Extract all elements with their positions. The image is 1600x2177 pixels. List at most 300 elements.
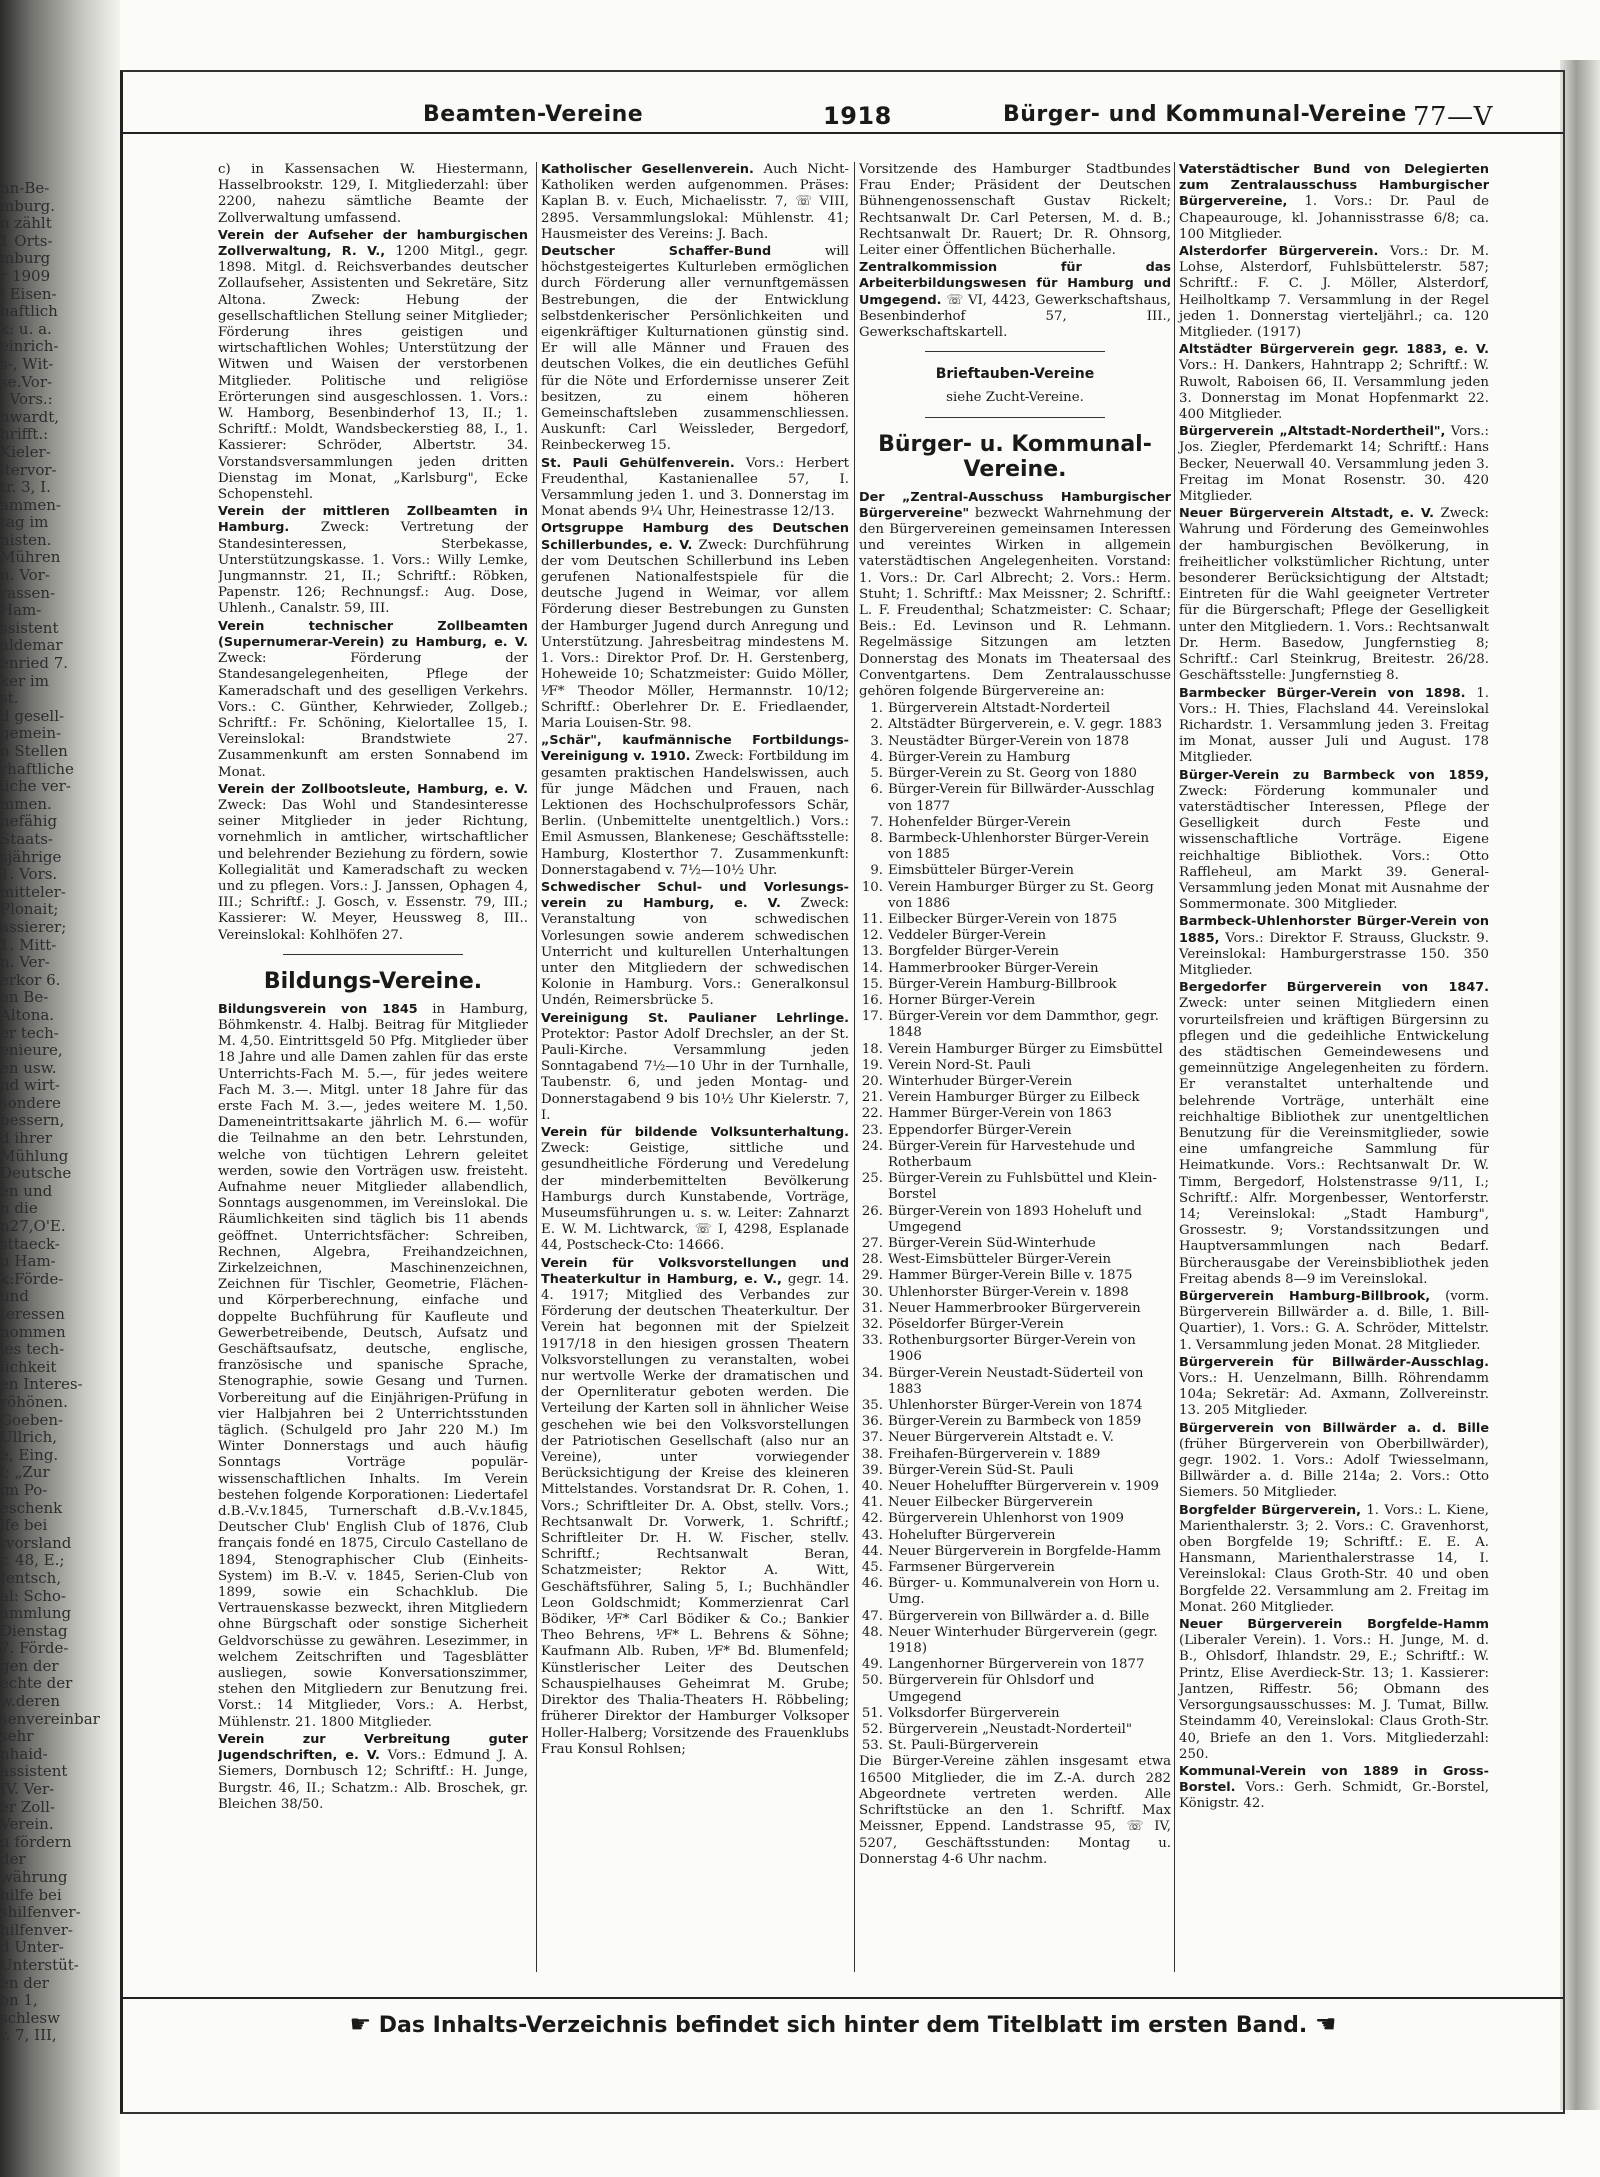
fragment-line: n zählt [0,215,52,233]
list-number: 37. [861,1430,883,1446]
entry-title: Neuer Bürgerverein Altstadt, e. V. [1179,506,1434,522]
list-number: 36. [861,1414,883,1430]
list-number: 38. [861,1446,883,1462]
divider [283,954,463,955]
entry-title: Vereinigung St. Paulianer Lehrlinge. [541,1010,849,1026]
col3-outro: Die Bürger-Vereine zählen insgesamt etwa 16500 Mitglieder, die im Z.-A. durch 282 Abgeordnete vertreten werden. Alle Schriftstücke an den 1. Schriftf. Max Meissner, Eppend. Landstrasse 95, ☏ IV, 5207, Geschäftsstunden: Montag u. Donnerstag 4-6 Uhr nachm. [859,1754,1171,1867]
column-1 [218,162,528,1972]
header-year: 1918 [823,102,892,130]
list-text: Altstädter Bürgerverein, e. V. gegr. 1883 [888,717,1163,733]
column-3 [854,162,1171,1972]
list-number: 34. [861,1365,883,1381]
fragment-line: ker im [0,672,49,690]
entry-title: Vaterstädtischer Bund von Delegierten zum Zentralausschuss Hamburgischer Bürgervereine, [1179,162,1489,210]
previous-page-fragment [0,180,110,2050]
entry [541,162,849,243]
fragment-line: bessern, [0,1112,65,1130]
fragment-line: . Vors.: [0,391,53,409]
fragment-line: u fördern [0,1833,72,1851]
entry [1179,980,1489,1288]
entry-title: Alsterdorfer Bürgerverein. [1179,244,1379,260]
entry-text: Zweck: Vertretung der Standesinteressen, Sterbekasse, Unterstützungskasse. 1. Vors.: Willy Lemke, Jungmannstr. 21, II.; Schriftf.: Röbken, Papenstr. 126; Rechnungsf.: Aug. Dose, Uhlenh., Canalstr. 59, III. [218,520,528,617]
list-number: 46. [861,1576,883,1592]
entry-text: Zweck: Durchführung der vom Deutschen Schillerbund ins Leben gerufenen Nationalfestspiele für die deutsche Jugend in Weimar, vor allem Förderung dieser Bestrebungen zu Gunsten der Hamburger Jugend durch Anregung und Unterstützung. Jahresbeitrag mindestens M. 1. Vors.: Direktor Prof. Dr. H. Gerstenberg, Hoheweide 10; Schatzmeister: Guido Möller, ⅟F* Theodor Möller, Hermannstr. 10/12; Schriftf.: Oberlehrer Dr. E. Friedlaender, Maria Louisen-Str. 98. [541,537,849,731]
list-item [859,977,1171,993]
list-text: Bürgerverein „Neustadt-Norderteil" [888,1722,1133,1738]
list-text: Bürger-Verein Hamburg-Billbrook [888,976,1117,992]
list-text: Verein Nord-St. Pauli [888,1057,1031,1073]
fragment-line: se.Vor- [0,373,53,391]
entry-title: Bildungsverein von 1845 [218,1001,418,1017]
list-text: Neuer Bürgerverein Altstadt e. V. [888,1430,1114,1446]
list-number: 8. [870,830,883,846]
list-number: 27. [861,1235,883,1251]
list-number: 30. [861,1284,883,1300]
list-text: Uhlenhorster Bürger-Verein v. 1898 [888,1284,1129,1300]
fragment-line: Goeben- [0,1411,64,1429]
entry-text: Zweck: Wahrung und Förderung des Gemeinwohles der hamburgischen Bevölkerung, in freiheitlicher volkstümlicher Richtung, unter besonderer Berücksichtigung der Altstadt; Eintreten für die Wahl geeigneter Vertreter für die Bürgerschaft; Pflege der Geselligkeit unter den Mitgliedern. 1. Vors.: Rechtsanwalt Dr. Herm. Basedow, Jungfernstieg 8; Schriftf.: Carl Steinkrug, Breitestr. 26/28. Geschäftsstelle: Jungfernstieg 8. [1179,506,1489,684]
entry-title: Altstädter Bürgerverein gegr. 1883, e. V. [1179,342,1489,358]
list-text: Verein Hamburger Bürger zu St. Georg von 1886 [888,879,1154,911]
fragment-line: schlesw [0,2009,60,2027]
fragment-line: en usw. [0,1059,57,1077]
entry [218,782,528,944]
fragment-line: l; „Zur [0,1464,50,1482]
list-number: 28. [861,1252,883,1268]
list-number: 19. [861,1057,883,1073]
fragment-line: Mühren [0,549,61,567]
list-number: 6. [870,782,883,798]
fragment-line: 1. Vors. [0,866,58,884]
list-text: Eppendorfer Bürger-Verein [888,1122,1072,1138]
list-text: Volksdorfer Bürgerverein [888,1705,1060,1721]
fragment-line: nommen [0,1323,66,1341]
list-item [859,1414,1171,1430]
entry-text: c) in Kassensachen W. Hiestermann, Hasselbrookstr. 129, I. Mitgliederzahl: über 2200, nahezu sämtliche Beamte der Zollverwaltung umfassend. [218,162,528,226]
entry-title: Barmbeck-Uhlenhorster Bürger-Verein von 1885, [1179,914,1489,946]
fragment-line: itervor- [0,461,57,479]
fragment-line: k:Förde- [0,1270,64,1288]
list-item [859,1398,1171,1414]
fragment-line: Altona. [0,1006,55,1024]
list-item [859,1074,1171,1090]
fragment-line: d Unter- [0,1939,64,1957]
entry-text: (vorm. Bürgerverein Billwärder a. d. Bille, 1. Bill-Quartier), 1. Vors.: G. A. Schröder, Mittelstr. 1. Versammlung jeden Monat. 28 Mitglieder. [1179,1289,1489,1353]
entry-title: Verein technischer Zollbeamten (Supernumerar-Verein) zu Hamburg, e. V. [218,618,528,650]
list-text: Bürger-Verein für Billwärder-Ausschlag von 1877 [888,782,1155,814]
entry [1179,244,1489,341]
list-item [859,1706,1171,1722]
entry [1179,1764,1489,1813]
entry [1179,686,1489,767]
entry [218,504,528,617]
list-text: Langenhorner Bürgerverein von 1877 [888,1657,1145,1673]
list-number: 17. [861,1009,883,1025]
list-item [859,766,1171,782]
list-number: 23. [861,1122,883,1138]
fragment-line: hwardt, [0,408,60,426]
entry-title: Verein für bildende Volksunterhaltung. [541,1124,849,1140]
list-text: Freihafen-Bürgerverein v. 1889 [888,1446,1101,1462]
list-item [859,1511,1171,1527]
list-number: 10. [861,879,883,895]
cross-reference: siehe Zucht-Vereine. [946,390,1084,406]
entry-text: 1200 Mitgl., gegr. 1898. Mitgl. d. Reichsverbandes deutscher Zollaufseher, Assistenten und Sekretäre, Sitz Altona. Zweck: Hebung der gesellschaftlichen Stellung seiner Mitglieder; Förderung ihres geistigen und wirtschaftlichen Wohles; Unterstützung der Witwen und Waisen der verstorbenen Mitglieder. Politische und religiöse Erörterungen sind ausgeschlossen. 1. Vors.: W. Hamborg, Besenbinderhof 13, II.; 1. Schriftf.: Moldt, Wandsbeckerstieg 88, I., 1. Kassierer: Schröder, Albertstr. 34. Vorstandsversammlungen jeden dritten Dienstag im Monat, „Karlsburg", Ecke Schopenstehl. [218,244,528,503]
entry [1179,1421,1489,1502]
entry-text: Zweck: Geistige, sittliche und gesundheitliche Förderung und Veredelung der minderbemittelten Bevölkerung Hamburgs durch Kunstabende, Vorträge, Museumsführungen u. s. w. Leiter: Zahnarzt E. W. M. Lichtwarck, ☏ I, 4298, Esplanade 44, Postscheck-Cto: 14666. [541,1141,849,1254]
list-item [859,1560,1171,1576]
list-text: Barmbeck-Uhlenhorster Bürger-Verein von 1885 [888,830,1150,863]
list-number: 51. [861,1705,883,1721]
list-text: Eilbecker Bürger-Verein von 1875 [888,911,1118,927]
fragment-line: nd wirt- [0,1077,60,1095]
list-item [859,734,1171,750]
list-item [859,815,1171,831]
list-item [859,1430,1171,1446]
fragment-line: senvereinbar [0,1710,100,1728]
list-text: Verein Hamburger Bürger zu Eimsbüttel [888,1041,1163,1057]
page-number: 77—V [1413,102,1493,132]
fragment-line: e, Eing. [0,1446,59,1464]
entry-title: Zentralkommission für das Arbeiterbildungswesen für Hamburg und Umgegend. [859,260,1171,308]
fragment-line: hilfenver- [0,1921,73,1939]
list-text: Hammer Bürger-Verein Bille v. 1875 [888,1268,1133,1284]
fragment-line: 7. Förde- [0,1640,69,1658]
entry [218,228,528,503]
list-text: Bürger- u. Kommunalverein von Horn u. Umg. [888,1576,1160,1608]
fragment-line: al: Scho- [0,1587,66,1605]
fragment-line: hn-Be- [0,180,50,197]
fragment-line: eschenk [0,1499,63,1517]
list-item [859,1463,1171,1479]
entry [541,880,849,1010]
pointing-hand-icon: ☚ [1314,2010,1337,2038]
list-item [859,1009,1171,1041]
list-text: Pöseldorfer Bürger-Verein [888,1317,1064,1332]
fragment-line: nhaid- [0,1745,48,1763]
fragment-line: n27,O'E. [0,1218,66,1236]
entry-title: Neuer Bürgerverein Borgfelde-Hamm [1179,1617,1489,1633]
entry [541,1125,849,1255]
fragment-line: sjährige [0,848,62,866]
list-item [859,750,1171,766]
list-item [859,1495,1171,1511]
list-item [859,1479,1171,1495]
fragment-line: n. Vor- [0,567,50,585]
list-item [859,1544,1171,1560]
pointing-hand-icon: ☛ [349,2010,372,2038]
entry-text: Vors.: Edmund J. A. Siemers, Dornbusch 12; Schriftf.: H. Junge, Burgstr. 46, II.; Schatzm.: Alb. Broschek, gr. Bleichen 38/50. [218,1748,528,1812]
fragment-line: 1. Mitt- [0,936,57,954]
list-number: 47. [861,1608,883,1624]
list-item [859,1268,1171,1284]
fragment-line: hrifft.: [0,426,49,444]
entry [1179,506,1489,684]
list-number: 16. [861,992,883,1008]
list-number: 53. [861,1738,883,1754]
list-text: Bürger-Verein Neustadt-Süderteil von 1883 [888,1365,1144,1397]
list-number: 49. [861,1657,883,1673]
list-text: Neuer Winterhuder Bürgerverein (gegr. 1918) [888,1624,1158,1657]
list-text: Hohelufter Bürgerverein [888,1527,1056,1543]
entry [541,1011,849,1124]
entry-title: Verein der Aufseher der hamburgischen Zollverwaltung, R. V., [218,227,528,260]
list-number: 44. [861,1543,883,1559]
entry [1179,1503,1489,1616]
list-number: 41. [861,1495,883,1511]
list-number: 2. [870,717,883,733]
fragment-line: rassen- [0,584,56,602]
list-item [859,717,1171,733]
list-text: Bürger-Verein für Harvestehude und Rotherbaum [888,1138,1136,1170]
list-number: 40. [861,1479,883,1495]
entry-text: 1. Vors.: L. Kiene, Marienthalerstr. 3; 2. Vors.: C. Gravenhorst, oben Borgfelde 19; Schriftf.: E. E. A. Hansmann, Marienthalerstrasse 14, I. Vereinslokal: Claus Groth-Str. 40 und oben Borgfelde 22. Versammlung am 2. Freitag im Monat. 260 Mitglieder. [1179,1502,1489,1615]
fragment-line: en Interes- [0,1376,83,1394]
page-header [123,72,1563,134]
list-item [859,1317,1171,1333]
list-item [859,863,1171,879]
header-right: Bürger- und Kommunal-Vereine [1003,102,1407,127]
page [120,70,1565,2114]
entry-text: 1. Vors.: H. Thies, Flachsland 44. Vereinslokal Richardstr. 1. Versammlung jeden 3. Freitag im Monat, ausser Juli und August. 178 Mitglieder. [1179,685,1489,766]
list-text: Neuer Bürgerverein in Borgfelde-Hamm [888,1543,1161,1559]
fragment-line: ammen- [0,496,61,514]
entry-title: Barmbecker Bürger-Verein von 1898. [1179,685,1466,701]
list-number: 22. [861,1106,883,1122]
fragment-line: tr. 3, I. [0,479,51,497]
entry-text: ☏ VI, 4423, Gewerkschaftshaus, Besenbinderhof 57, III., Gewerkschaftskartell. [859,292,1171,341]
fragment-line: n. Ver- [0,954,50,972]
fragment-line: mitteler- [0,883,66,901]
fragment-line: rhaftliche [0,760,74,778]
list-item [859,1301,1171,1317]
entry-text: (Liberaler Verein). 1. Vors.: H. Junge, M. d. B., Ohlsdorf, Ihlandstr. 29, E.; Schriftf.: W. Printz, Elise Averdieck-Str. 13; 1. Kassierer: Jantzen, Riffestr. 56; Obmann des Versorgungsausschusses: M. J. Tumat, Billw. Steindamm 40, Vereinslokal: Claus Groth-Str. 40, Briefe an den 1. Vors. Mitgliederzahl: 250. [1179,1633,1489,1762]
fragment-line: Staats- [0,830,53,848]
list-text: Uhlenhorster Bürger-Verein von 1874 [888,1398,1143,1414]
fragment-line: w.deren [0,1693,61,1711]
entry [1179,768,1489,914]
list-number: 9. [870,863,883,879]
fragment-line: liche ver- [0,778,71,796]
list-item [859,782,1171,814]
fragment-line: 1 Orts- [0,232,53,250]
entry [1179,1355,1489,1420]
fragment-line: nefähig [0,813,58,831]
fragment-line: k: u. a. [0,320,52,338]
list-item [859,1204,1171,1236]
fragment-line: Deutsche [0,1165,72,1183]
entry-title: Verein der Zollbootsleute, Hamburg, e. V. [218,781,528,797]
entry [1179,1289,1489,1354]
list-text: St. Pauli-Bürgerverein [888,1738,1039,1754]
list-item [859,701,1171,717]
list-text: Hammer Bürger-Verein von 1863 [888,1106,1112,1122]
fragment-line: r. 48, E.; [0,1552,65,1570]
list-number: 4. [870,749,883,765]
fragment-line: Jentsch, [0,1569,62,1587]
list-item [859,880,1171,912]
entry-title: Ortsgruppe Hamburg des Deutschen Schillerbundes, e. V. [541,521,849,553]
fragment-line: nisten. [0,531,52,549]
entry-text: Vors.: Dr. M. Lohse, Alsterdorf, Fuhlsbüttelerstr. 587; Schriftf.: F. C. J. Möller, Alsterdorf, Heilholtkamp 7. Versammlung in der Regel jeden 1. Donnerstag vierteljährl.; ca. 120 Mitglieder. (1917) [1179,244,1489,341]
list-number: 32. [861,1317,883,1332]
section-heading-brieftauben: Brieftauben-Vereine [935,366,1095,383]
list-item [859,1673,1171,1705]
fragment-line: Ullrich, [0,1429,58,1447]
fragment-line: er Zoll- [0,1798,55,1816]
fragment-line: u Ham- [0,1253,56,1271]
fragment-line: mmen. [0,795,52,813]
entry [541,1256,849,1758]
list-item [859,1528,1171,1544]
entry [218,162,528,227]
list-number: 21. [861,1090,883,1106]
entry-title: Kommunal-Verein von 1889 in Gross-Borstel. [1179,1763,1489,1796]
fragment-line: tvorsland [0,1534,72,1552]
list-text: Bürgerverein Altstadt-Norderteil [888,701,1111,717]
list-number: 50. [861,1673,883,1689]
list-text: Bürgerverein für Ohlsdorf und Umgegend [888,1673,1095,1705]
fragment-line: sehr [0,1728,34,1746]
fragment-line: währung [0,1869,68,1886]
entry-text: Zweck: Fortbildung im gesamten praktischen Handelswissen, auch für junge Mädchen und Frauen, nach Lektionen des Hochschulprofessors Schär, Berlin. (Unbemittelte unentgeltlich.) Vors.: Emil Asmussen, Blankenese; Geschäftsstelle: Hamburg, Klosterthor 7. Zusammenkunft: Donnerstagabend v. 7½—10½ Uhr. [541,749,849,878]
fragment-line: im Po- [0,1481,48,1499]
fragment-line: assistent [0,1763,68,1781]
fragment-line: enried 7. [0,655,69,673]
divider [925,417,1105,418]
list-number: 39. [861,1462,883,1478]
list-text: Bürger-Verein vor dem Dammthor, gegr. 1848 [888,1009,1159,1041]
fragment-line: shilfenver- [0,1904,81,1922]
fragment-line: enieure, [0,1042,63,1060]
list-item [859,1366,1171,1398]
entry-text: Vors.: H. Dankers, Hahntrapp 2; Schriftf.: W. Ruwolt, Raboisen 66, II. Versammlung jeden 3. Donnerstag im Monat Hopfenmarkt 22. 400 Mitglieder. [1179,358,1489,423]
member-association-list [859,701,1171,1754]
fragment-line: assierer; [0,918,67,936]
list-number: 29. [861,1268,883,1284]
fragment-line: n die [0,1200,38,1218]
list-text: Neuer Hammerbrooker Bürgerverein [888,1300,1141,1316]
entry-title: Bürgerverein für Billwärder-Ausschlag. [1179,1354,1489,1370]
fragment-line: en Be- [0,989,49,1007]
list-item [859,1625,1171,1657]
entry [218,1732,528,1813]
fragment-line: Unterstüt- [0,1956,79,1974]
entry-text: Vors.: H. Uenzelmann, Billh. Röhrendamm 104a; Sekretär: Ad. Axmann, Zollvereinstr. 13. 205 Mitglieder. [1179,1371,1489,1419]
list-number: 45. [861,1560,883,1576]
list-number: 11. [861,911,883,927]
list-number: 25. [861,1171,883,1187]
list-text: Bürger-Verein zu Hamburg [888,749,1071,765]
list-text: Bürger-Verein zu Fuhlsbüttel und Klein-Borstel [888,1171,1158,1203]
entry-text: will höchstgesteigertes Kulturleben ermöglichen durch Förderung aller vernunftgemässen Bestrebungen, die der Entwicklung selbstdenkerischer Persönlichkeiten und eigenkräftiger Kulturnationen günstig sind. Er will alle Männer und Frauen des deutschen Volkes, die ein deutliches Gefühl für die Nöte und Erfordernisse unserer Zeit besitzen, zu einem höheren Gemeinschaftsleben zusammenschliessen. Auskunft: Carl Weissleder, Bergedorf, Reinbeckerweg 15. [541,244,849,454]
list-number: 24. [861,1138,883,1154]
list-item [859,1106,1171,1122]
entry-text: Zweck: Veranstaltung von schwedischen Vorlesungen sowie anderem schwedischen Unterricht und kulturellen Unterhaltungen unter den Mitgliedern der schwedischen Kolonie in Hamburg. Vors.: Generalkonsul Undén, Reimersbrücke 5. [541,896,849,1009]
entry [859,490,1171,701]
entry [218,619,528,781]
entry-text: 1. Vors.: Dr. Paul de Chapeaurouge, kl. Johannisstrasse 6/8; ca. 100 Mitglieder. [1179,194,1489,242]
entry-text: Vors.: Herbert Freudenthal, Kastanienallee 57, I. Versammlung jeden 1. und 3. Donnerstag im Monat abends 9¼ Uhr, Heinestrasse 12/13. [541,455,849,520]
list-text: Rothenburgsorter Bürger-Verein von 1906 [888,1333,1136,1365]
footer [123,1997,1563,2039]
list-number: 5. [870,766,883,782]
list-text: Veddeler Bürger-Verein [888,928,1047,944]
entry-title: Borgfelder Bürgerverein, [1179,1502,1362,1518]
fragment-line: und [0,1288,29,1306]
list-item [859,1333,1171,1365]
fragment-line: tag im [0,514,49,532]
list-number: 14. [861,960,883,976]
entry [541,244,849,455]
fragment-line: hilfe bei [0,1886,62,1904]
entry [1179,342,1489,423]
right-page-edge [1560,60,1600,2110]
fragment-line: sttaeck- [0,1235,60,1253]
section-heading-buerger: Bürger- u. Kommunal-Vereine. [878,431,1152,482]
list-item [859,1042,1171,1058]
list-text: Farmsener Bürgerverein [888,1560,1055,1576]
entry-title: Bürger-Verein zu Barmbeck von 1859, [1179,767,1489,783]
entry-text: Zweck: Förderung der Standesangelegenheiten, Pflege der Kameradschaft und des geselligen Verkehrs. Vors.: C. Günther, Kehrwieder, Zollgeb.; Schriftf.: Fr. Schöning, Kielortallee 15, I. Vereinslokal: Brandstwiete 27. Zusammenkunft am ersten Sonnabend im Monat. [218,651,528,780]
entry-text: Auch Nicht-Katholiken werden aufgenommen. Präses: Kaplan B. v. Euch, Michaelisstr. 7, ☏ VIII, 2895. Versammlungslokal: Mühlenstr. 41; Hausmeister des Vereins: J. Bach. [541,162,849,242]
fragment-line: Ham- [0,602,42,620]
footer-text: Das Inhalts-Verzeichnis befindet sich hinter dem Titelblatt im ersten Band. [378,2013,1308,2038]
fragment-line: gemein- [0,725,62,743]
list-number: 1. [870,701,883,717]
entry [1179,162,1489,243]
list-item [859,831,1171,863]
fragment-line: teressen [0,1306,65,1323]
entry-text: Vors.: Direktor F. Strauss, Gluckstr. 9. Vereinslokal: Hamburgerstrasse 150. 350 Mitglieder. [1179,930,1489,978]
entry-title: Verein der mittleren Zollbeamten in Hamburg. [218,504,528,536]
entry-title: Der „Zentral-Ausschuss Hamburgischer Bürgervereine" [859,489,1171,521]
list-number: 42. [861,1511,883,1527]
fragment-line: gen der [0,1657,59,1675]
list-number: 35. [861,1398,883,1414]
list-item [859,928,1171,944]
list-number: 33. [861,1333,883,1349]
list-text: Verein Hamburger Bürger zu Eilbeck [888,1090,1140,1106]
list-item [859,1576,1171,1608]
list-number: 13. [861,944,883,960]
list-item [859,1171,1171,1203]
entry [859,260,1171,341]
list-item [859,1236,1171,1252]
fragment-line: erkor 6. [0,971,61,989]
fragment-line: en und [0,1182,53,1200]
entry [1179,424,1489,505]
fragment-line: on 1, [0,1992,38,2010]
list-item [859,961,1171,977]
list-item [859,1123,1171,1139]
fragment-line: en der [0,1974,49,1992]
entry-text: in Hamburg, Böhmkenstr. 4. Halbj. Beitrag für Mitglieder M. 4,50. Eintrittsgeld 50 Pfg. Mitglieder über 18 Jahre und alle Damen zahlen für das erste Unterrichts-Fach M. 5.—, für jedes weitere Fach M. 3.—. Mitgl. unter 18 Jahre für das erste Fach M. 3.—, jedes weitere M. 1,50. Dameneintrittsakarte jährlich M. 6.— wofür die Teilnahme an den betr. Lehrstunden, welche von tüchtigen Lehrern geleitet werden, sowie den Vorträgen usw. freisteht. Aufnahme neuer Mitglieder allabendlich, Sonntags ausgenommen, im Vereinslokal. Die Räumlichkeiten sind täglich bis 11 abends geöffnet. Unterrichtsfächer: Schreiben, Rechnen, Algebra, Freihandzeichnen, Zirkelzeichnen, Maschinenzeichnen, Zeichnen für Tischler, Geometrie, Flächen- und Körperberechnung, einfache und doppelte Buchführung für Kaufleute und Gewerbetreibende, Deutsch, Aufsatz und Geschäftsaufsatz, deutsche, englische, französische und spanische Sprache, Stenographie, sowie Gesang und Turnen. Vorbereitung auf die Einjährigen-Prüfung in vier Halbjahren bei 2 Unterrichtsstunden täglich. (Schulgeld pro Jahr 220 M.) Im Winter Donnerstags und auch häufig Sonntags Vorträge populär-wissenschaftlichen Inhalts. Im Verein bestehen folgende Korporationen: Liedertafel d.B.-V.v.1845, Turnerschaft d.B.-V.v.1845, Deutscher Club' English Club of 1876, Club français fondé en 1875, Circulo Castellano de 1894, Stenographischer Club (Einheits-System) im B.-V. v. 1845, Serien-Club von 1899, sowie ein Schachklub. Die Vertrauenskasse bezweckt, ihren Mitgliedern ohne Bürgschaft oder sonstige Sicherheit Geldvorschüsse zu gewähren. Lesezimmer, in welchem Zeitschriften und Tagesblätter ausliegen, sowie Konversationszimmer, stehen den Mitgliedern zur Benutzung frei. Vorst.: 14 Mitglieder, Vors.: A. Herbst, Mühlenstr. 21. 1800 Mitglieder. [218,1001,528,1730]
entry-title: Schwedischer Schul- und Vorlesungs-verein zu Hamburg, e. V. [541,879,849,912]
list-text: Neustädter Bürger-Verein von 1878 [888,733,1130,749]
entry [218,1002,528,1731]
entry [541,456,849,521]
list-number: 43. [861,1527,883,1543]
fragment-line: Dienstag [0,1622,68,1640]
col3-intro: Vorsitzende des Hamburger Stadtbundes Frau Ender; Präsident der Deutschen Bühnengenossenschaft Gustav Rickelt; Rechtsanwalt Dr. Carl Petersen, M. d. B.; Rechtsanwalt Dr. Rauert; Dr. R. Ohnsorg, Leiter einer Öffentlichen Bücherhalle. [859,162,1171,259]
list-text: Bürger-Verein Süd-St. Pauli [888,1462,1074,1478]
entry-title: Bürgerverein „Altstadt-Nordertheil", [1179,424,1446,440]
fragment-line: er tech- [0,1024,59,1042]
list-item [859,1722,1171,1738]
fragment-line: Plonait; [0,901,59,919]
entry-text: Vors.: Gerh. Schmidt, Gr.-Borstel, Königstr. 42. [1179,1780,1489,1812]
